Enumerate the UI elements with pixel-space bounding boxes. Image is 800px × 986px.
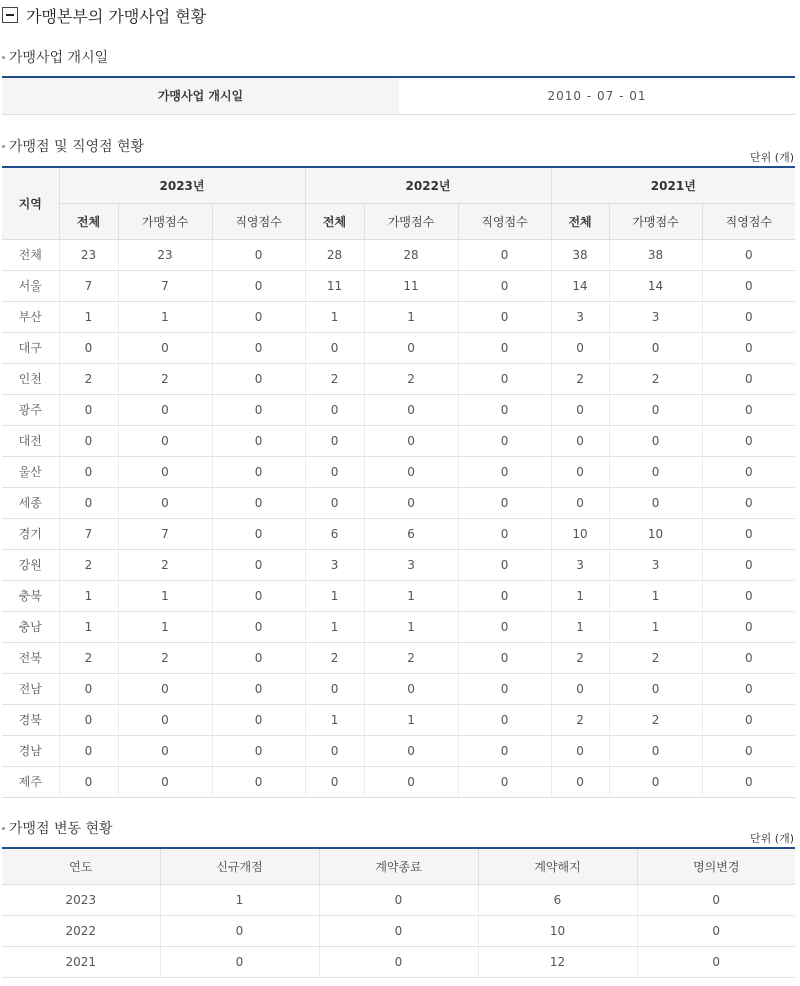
subheader-franchise: 가맹점수 [609, 203, 702, 239]
count-cell: 0 [609, 766, 702, 797]
count-cell: 0 [458, 704, 551, 735]
count-cell: 0 [364, 487, 458, 518]
year-header: 2022년 [305, 167, 551, 203]
count-cell: 0 [118, 425, 212, 456]
section-title-text: 가맹점 및 직영점 현황 [9, 139, 145, 155]
table-row [2, 363, 795, 394]
count-cell: 0 [212, 239, 305, 270]
region-cell: 제주 [2, 766, 59, 797]
count-cell: 0 [212, 704, 305, 735]
count-cell: 0 [458, 673, 551, 704]
count-cell: 0 [212, 611, 305, 642]
table-row [2, 456, 795, 487]
count-cell: 0 [118, 456, 212, 487]
table-row [2, 915, 795, 946]
section-title-start-date [2, 47, 108, 67]
count-cell: 2 [118, 363, 212, 394]
table-row [2, 487, 795, 518]
count-cell: 1 [118, 301, 212, 332]
count-cell: 0 [364, 735, 458, 766]
table-row [2, 270, 795, 301]
count-cell: 0 [702, 766, 795, 797]
region-cell: 부산 [2, 301, 59, 332]
section-title-text: 가맹사업 개시일 [9, 50, 109, 66]
count-cell: 2 [59, 363, 118, 394]
table-row [2, 394, 795, 425]
region-cell: 강원 [2, 549, 59, 580]
count-cell: 0 [458, 487, 551, 518]
year-header: 2023년 [59, 167, 305, 203]
count-cell: 1 [305, 580, 364, 611]
table-row [2, 946, 795, 977]
count-cell: 0 [212, 518, 305, 549]
count-cell: 0 [212, 425, 305, 456]
stores-table [2, 166, 795, 798]
changes-header-cancel: 계약해지 [478, 848, 637, 884]
section-title-changes [2, 818, 113, 838]
count-cell: 0 [702, 518, 795, 549]
count-cell: 0 [118, 673, 212, 704]
count-cell: 0 [609, 735, 702, 766]
count-cell: 2 [118, 642, 212, 673]
section-title-text: 가맹점 변동 현황 [9, 821, 113, 837]
count-cell: 6 [364, 518, 458, 549]
count-cell: 1 [160, 884, 319, 915]
region-header: 지역 [2, 167, 59, 239]
region-cell: 충남 [2, 611, 59, 642]
count-cell: 28 [364, 239, 458, 270]
count-cell: 2 [59, 642, 118, 673]
count-cell: 7 [59, 518, 118, 549]
count-cell: 0 [212, 394, 305, 425]
page-title: 가맹본부의 가맹사업 현황 [26, 6, 207, 26]
count-cell: 0 [609, 425, 702, 456]
count-cell: 0 [702, 487, 795, 518]
count-cell: 10 [478, 915, 637, 946]
count-cell: 2 [609, 363, 702, 394]
count-cell: 0 [702, 363, 795, 394]
count-cell: 0 [551, 487, 609, 518]
count-cell: 0 [609, 456, 702, 487]
count-cell: 3 [305, 549, 364, 580]
table-row [2, 549, 795, 580]
region-cell: 전남 [2, 673, 59, 704]
count-cell: 3 [551, 301, 609, 332]
count-cell: 2 [59, 549, 118, 580]
count-cell: 0 [212, 580, 305, 611]
table-row [2, 766, 795, 797]
table-row [2, 518, 795, 549]
count-cell: 0 [702, 425, 795, 456]
count-cell: 0 [305, 673, 364, 704]
count-cell: 0 [212, 642, 305, 673]
count-cell: 7 [59, 270, 118, 301]
count-cell: 0 [702, 394, 795, 425]
count-cell: 0 [59, 487, 118, 518]
count-cell: 0 [609, 394, 702, 425]
count-cell: 0 [702, 673, 795, 704]
count-cell: 0 [59, 332, 118, 363]
count-cell: 2 [551, 642, 609, 673]
bullet-icon [2, 145, 5, 148]
count-cell: 0 [364, 673, 458, 704]
count-cell: 0 [702, 301, 795, 332]
count-cell: 0 [59, 735, 118, 766]
count-cell: 0 [118, 394, 212, 425]
region-cell: 대구 [2, 332, 59, 363]
region-cell: 경남 [2, 735, 59, 766]
region-cell: 경북 [2, 704, 59, 735]
count-cell: 3 [364, 549, 458, 580]
start-date-table [2, 76, 795, 115]
count-cell: 0 [609, 673, 702, 704]
count-cell: 0 [212, 270, 305, 301]
count-cell: 0 [212, 487, 305, 518]
count-cell: 0 [702, 642, 795, 673]
count-cell: 0 [458, 735, 551, 766]
count-cell: 0 [637, 915, 795, 946]
region-cell: 전체 [2, 239, 59, 270]
changes-table [2, 847, 795, 978]
count-cell: 0 [59, 704, 118, 735]
count-cell: 0 [212, 363, 305, 394]
count-cell: 0 [458, 394, 551, 425]
count-cell: 1 [551, 611, 609, 642]
table-row [2, 704, 795, 735]
count-cell: 0 [305, 487, 364, 518]
region-cell: 서울 [2, 270, 59, 301]
count-cell: 0 [702, 580, 795, 611]
region-cell: 인천 [2, 363, 59, 394]
table-row [2, 611, 795, 642]
count-cell: 0 [212, 332, 305, 363]
region-cell: 울산 [2, 456, 59, 487]
region-cell: 충북 [2, 580, 59, 611]
count-cell: 1 [59, 301, 118, 332]
start-date-label: 가맹사업 개시일 [2, 77, 399, 114]
count-cell: 0 [551, 394, 609, 425]
subheader-direct: 직영점수 [212, 203, 305, 239]
count-cell: 0 [637, 946, 795, 977]
count-cell: 0 [609, 332, 702, 363]
count-cell: 1 [118, 580, 212, 611]
region-cell: 전북 [2, 642, 59, 673]
count-cell: 2 [364, 363, 458, 394]
count-cell: 0 [702, 704, 795, 735]
count-cell: 0 [319, 884, 478, 915]
table-row [2, 673, 795, 704]
count-cell: 2 [305, 642, 364, 673]
subheader-total: 전체 [59, 203, 118, 239]
count-cell: 0 [551, 766, 609, 797]
changes-header-year: 연도 [2, 848, 160, 884]
count-cell: 11 [364, 270, 458, 301]
count-cell: 0 [551, 673, 609, 704]
bullet-icon [2, 56, 5, 59]
count-cell: 0 [458, 332, 551, 363]
count-cell: 0 [551, 332, 609, 363]
count-cell: 0 [212, 549, 305, 580]
count-cell: 38 [609, 239, 702, 270]
count-cell: 0 [305, 735, 364, 766]
subheader-direct: 직영점수 [702, 203, 795, 239]
changes-header-end: 계약종료 [319, 848, 478, 884]
count-cell: 1 [609, 611, 702, 642]
unit-label: 단위 (개) [750, 151, 794, 164]
count-cell: 0 [212, 456, 305, 487]
count-cell: 2 [609, 642, 702, 673]
count-cell: 0 [305, 394, 364, 425]
count-cell: 10 [609, 518, 702, 549]
region-cell: 세종 [2, 487, 59, 518]
table-row [2, 425, 795, 456]
subheader-direct: 직영점수 [458, 203, 551, 239]
count-cell: 1 [118, 611, 212, 642]
count-cell: 0 [364, 456, 458, 487]
count-cell: 0 [212, 301, 305, 332]
count-cell: 0 [702, 270, 795, 301]
count-cell: 0 [118, 704, 212, 735]
count-cell: 0 [551, 456, 609, 487]
count-cell: 0 [118, 766, 212, 797]
count-cell: 23 [118, 239, 212, 270]
unit-label: 단위 (개) [750, 832, 794, 845]
count-cell: 0 [458, 425, 551, 456]
count-cell: 0 [702, 332, 795, 363]
count-cell: 0 [319, 946, 478, 977]
count-cell: 0 [702, 735, 795, 766]
count-cell: 23 [59, 239, 118, 270]
count-cell: 0 [702, 549, 795, 580]
count-cell: 1 [609, 580, 702, 611]
count-cell: 1 [305, 704, 364, 735]
count-cell: 0 [458, 549, 551, 580]
table-row [2, 332, 795, 363]
count-cell: 0 [458, 580, 551, 611]
count-cell: 0 [118, 487, 212, 518]
region-cell: 경기 [2, 518, 59, 549]
count-cell: 0 [160, 946, 319, 977]
count-cell: 0 [59, 766, 118, 797]
section-title-stores [2, 136, 144, 156]
count-cell: 0 [551, 425, 609, 456]
count-cell: 0 [458, 456, 551, 487]
count-cell: 2 [609, 704, 702, 735]
count-cell: 0 [364, 332, 458, 363]
year-cell: 2022 [2, 915, 160, 946]
count-cell: 0 [305, 766, 364, 797]
count-cell: 0 [118, 332, 212, 363]
count-cell: 14 [551, 270, 609, 301]
count-cell: 0 [458, 642, 551, 673]
count-cell: 0 [702, 239, 795, 270]
count-cell: 0 [59, 456, 118, 487]
count-cell: 0 [364, 766, 458, 797]
count-cell: 0 [637, 884, 795, 915]
year-header: 2021년 [551, 167, 795, 203]
bullet-icon [2, 827, 5, 830]
count-cell: 0 [458, 270, 551, 301]
count-cell: 6 [305, 518, 364, 549]
count-cell: 0 [458, 518, 551, 549]
count-cell: 1 [305, 611, 364, 642]
count-cell: 1 [364, 301, 458, 332]
count-cell: 1 [364, 611, 458, 642]
count-cell: 1 [364, 580, 458, 611]
table-row [2, 301, 795, 332]
count-cell: 0 [305, 425, 364, 456]
collapse-toggle-icon[interactable] [2, 7, 18, 23]
count-cell: 0 [702, 456, 795, 487]
count-cell: 0 [59, 394, 118, 425]
count-cell: 0 [458, 766, 551, 797]
count-cell: 7 [118, 518, 212, 549]
table-row [2, 884, 795, 915]
count-cell: 7 [118, 270, 212, 301]
count-cell: 0 [305, 456, 364, 487]
count-cell: 0 [319, 915, 478, 946]
count-cell: 10 [551, 518, 609, 549]
table-row [2, 239, 795, 270]
count-cell: 3 [551, 549, 609, 580]
count-cell: 0 [458, 239, 551, 270]
count-cell: 1 [59, 611, 118, 642]
count-cell: 0 [59, 425, 118, 456]
count-cell: 0 [212, 766, 305, 797]
count-cell: 38 [551, 239, 609, 270]
count-cell: 1 [551, 580, 609, 611]
count-cell: 12 [478, 946, 637, 977]
count-cell: 0 [551, 735, 609, 766]
count-cell: 0 [364, 425, 458, 456]
subheader-total: 전체 [305, 203, 364, 239]
count-cell: 1 [59, 580, 118, 611]
count-cell: 2 [364, 642, 458, 673]
subheader-franchise: 가맹점수 [118, 203, 212, 239]
count-cell: 2 [551, 363, 609, 394]
count-cell: 0 [59, 673, 118, 704]
count-cell: 0 [702, 611, 795, 642]
count-cell: 0 [609, 487, 702, 518]
count-cell: 2 [551, 704, 609, 735]
main-header [2, 4, 206, 26]
count-cell: 14 [609, 270, 702, 301]
region-cell: 광주 [2, 394, 59, 425]
count-cell: 0 [458, 363, 551, 394]
count-cell: 0 [118, 735, 212, 766]
count-cell: 0 [305, 332, 364, 363]
year-cell: 2021 [2, 946, 160, 977]
region-cell: 대전 [2, 425, 59, 456]
year-cell: 2023 [2, 884, 160, 915]
table-row [2, 580, 795, 611]
count-cell: 6 [478, 884, 637, 915]
count-cell: 0 [458, 301, 551, 332]
count-cell: 28 [305, 239, 364, 270]
count-cell: 0 [364, 394, 458, 425]
changes-header-name-change: 명의변경 [637, 848, 795, 884]
count-cell: 1 [305, 301, 364, 332]
start-date-value: 2010 - 07 - 01 [547, 88, 647, 103]
count-cell: 0 [212, 673, 305, 704]
table-row [2, 735, 795, 766]
changes-header-new: 신규개점 [160, 848, 319, 884]
subheader-total: 전체 [551, 203, 609, 239]
count-cell: 0 [160, 915, 319, 946]
count-cell: 0 [212, 735, 305, 766]
count-cell: 2 [305, 363, 364, 394]
count-cell: 3 [609, 301, 702, 332]
count-cell: 1 [364, 704, 458, 735]
count-cell: 2 [118, 549, 212, 580]
count-cell: 3 [609, 549, 702, 580]
count-cell: 0 [458, 611, 551, 642]
subheader-franchise: 가맹점수 [364, 203, 458, 239]
table-row [2, 642, 795, 673]
count-cell: 11 [305, 270, 364, 301]
